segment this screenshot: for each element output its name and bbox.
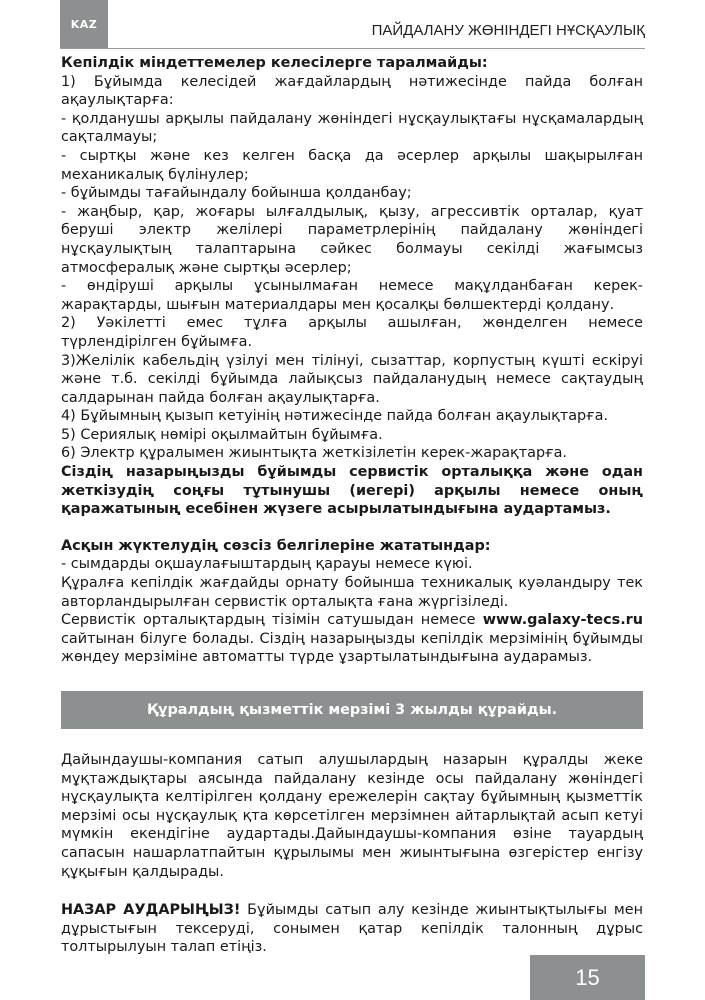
overload-heading: Асқын жүктелудің сөзсіз белгілеріне жататындар: (61, 537, 491, 554)
warranty-line: - бұйымды тағайындалу бойынша қолданбау; (61, 185, 412, 202)
warranty-line: 6) Электр құралымен жиынтықта жеткізілетін керек-жарақтарға. (61, 445, 567, 462)
page-number: 15 (530, 955, 645, 1000)
attention-label: НАЗАР АУДАРЫҢЫЗ! (61, 902, 241, 919)
page-header-title: ПАЙДАЛАНУ ЖӨНІНДЕГІ НҰСҚАУЛЫҚ (371, 22, 645, 39)
spacer (61, 519, 643, 537)
attention-paragraph (61, 901, 643, 957)
warranty-line: 2) Уәкілетті емес тұлға арқылы ашылған, жөнделген немесе түрлендірілген бұйымға. (61, 315, 643, 350)
service-life-banner: Құралдың қызметтік мерзімі 3 жылды құрайды. (61, 691, 643, 729)
warranty-line: 4) Бұйымның қызып кетуінің нәтижесінде пайда болған ақаулықтарға. (61, 408, 609, 425)
header-divider (60, 48, 645, 49)
attention-text: Бұйымды сатып алу кезінде жиынтықтылығы мен дұрыстығын тексеруді, сонымен қатар кепілдік талонның дұрыс толтырылуын талап етіңіз. (61, 902, 643, 956)
warranty-line: 5) Сериялық нөмірі оқылмайтын бұйымға. (61, 426, 383, 443)
page-content (61, 54, 643, 957)
warranty-line: 1) Бұйымда келесідей жағдайлардың нәтижесінде пайда болған ақаулықтарға: (61, 73, 643, 109)
spacer (61, 881, 643, 901)
warranty-line: 3)Желілік кабельдің үзілуі мен тілінуі, сызаттар, корпустың күшті ескіруі және т.б. секілді бұйымда лайықсыз пайдаланудың немесе сақтаудың салдарынан пайда болған ақаулықтарға. (61, 352, 643, 406)
warranty-line: - қолданушы арқылы пайдалану жөніндегі нұсқаулықтағы нұсқамалардың сақталмауы; (61, 110, 643, 146)
service-text-prefix: Сервистік орталықтардың тізімін сатушыдан немесе (61, 612, 483, 629)
warranty-bold-note: Сіздің назарыңызды бұйымды сервистік орталыққа және одан жеткізудің соңғы тұтынушы (иегері) арқылы немесе оның қаражатының есебінен жүзеге асырылатындығына аудартамыз. (61, 464, 643, 518)
website-link[interactable]: www.galaxy-tecs.ru (482, 612, 643, 629)
warranty-heading: Кепілдік міндеттемелер келесілерге таралмайды: (61, 55, 488, 71)
service-paragraph (61, 611, 643, 667)
overload-line: - сымдарды оқшаулағыштардың қарауы немесе күюі. (61, 556, 473, 573)
warranty-line: - жаңбыр, қар, жоғары ылғалдылық, қызу, агрессивтік орталар, қуат беруші электр желілері параметрлерінің пайдалану жөніндегі нұсқаулықтың талаптарына сәйкес болмауы секілді жағымсыз атмосфералық және сыртқы әсерлер; (61, 203, 643, 276)
overload-line: Құралға кепілдік жағдайды орнату бойынша техникалық куәландыру тек авторландырылған сервистік орталықта ғана жүргізіледі. (61, 575, 643, 610)
warranty-line: - сыртқы және кез келген басқа да әсерлер арқылы шақырылған механикалық бүлінулер; (61, 147, 643, 183)
warranty-line: - өндіруші арқылы ұсынылмаған немесе мақұлданбаған керек-жарақтарды, шығын материалдары мен қосалқы бөлшектерді қолдану. (61, 278, 643, 313)
language-tab: KAZ (60, 0, 108, 48)
service-text-suffix: сайтынан білуге болады. Сіздің назарыңызды кепілдік мерзімінің бұйымды жөндеу мерзіміне автоматты түрде ұзартылатындығына аударамыз. (61, 630, 643, 666)
manufacturer-paragraph: Дайындаушы-компания сатып алушылардың назарын құралды жеке мұқтаждықтары аясында пайдалану кезінде осы пайдалану жөніндегі нұсқаулықта келтірілген қолдану ережелерін сақтау бұйымның қызметтік мерзімі осы нұсқаулық қта көрсетілген мерзімнен айтарлықтай асып кетуі мүмкін екендігіне аудартады.Дайындаушы-компания өзіне тауардың сапасын нашарлатпайтын құрылымы мен жиынтығына өзгерістер енгізу құқығын қалдырады. (61, 752, 643, 880)
